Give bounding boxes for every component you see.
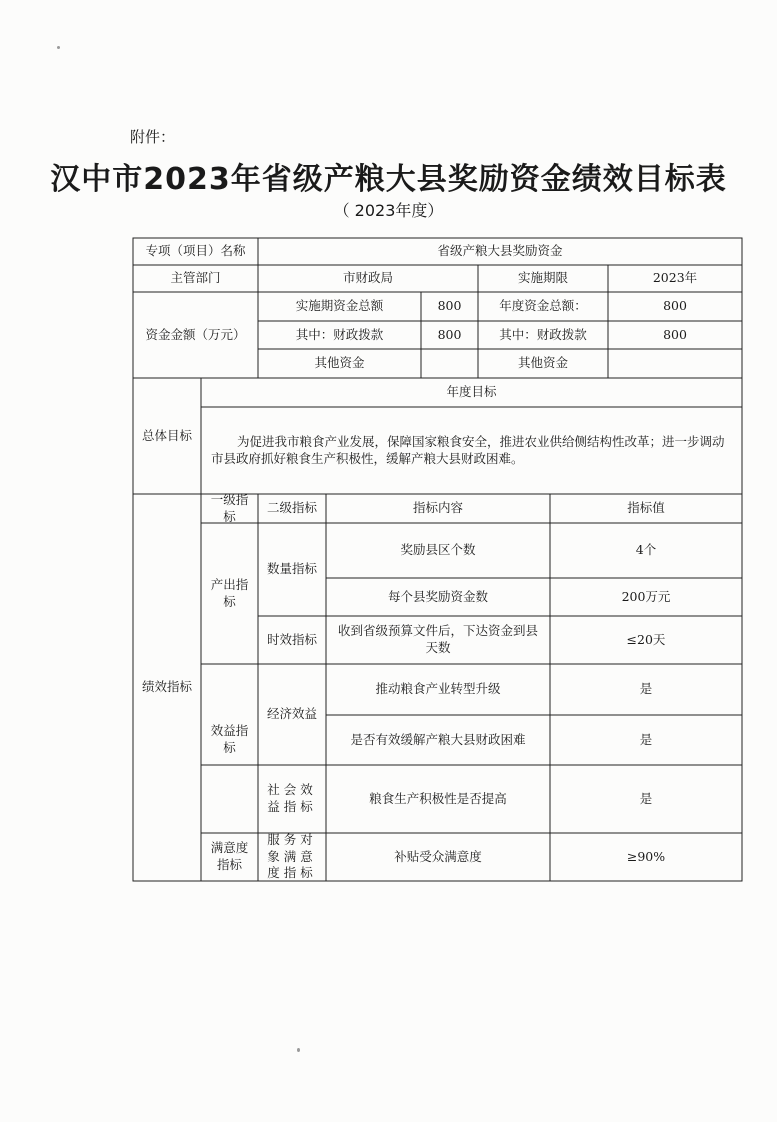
total-funds-value: 800: [437, 298, 462, 314]
period-value: 2023年: [652, 270, 698, 286]
table-row-s1-content: 粮食生产积极性是否提高: [369, 790, 507, 806]
table-row-e1-value: 是: [639, 681, 653, 697]
funds-amount-label: 资金金额（万元）: [145, 326, 246, 342]
total-funds-label: 实施期资金总额: [295, 298, 384, 314]
table-row-s1-value: 是: [639, 790, 653, 806]
timeliness-indicators-label: 时效指标: [266, 631, 317, 647]
fiscal-allocation-label: 其中：财政拨款: [295, 326, 384, 342]
project-name-label: 专项（项目）名称: [145, 243, 246, 259]
table-row-q2-content: 每个县奖励资金数: [387, 588, 488, 604]
other-funds-label: 其他资金: [314, 355, 365, 371]
table-row-t1-content: 收到省级预算文件后，下达资金到县天数: [337, 623, 538, 655]
table-row-t1-value: ≤20天: [626, 631, 666, 647]
output-indicators-label: 产出指标: [210, 576, 249, 609]
overall-goal-label: 总体目标: [141, 427, 192, 443]
document-subtitle: （ 2023年度）: [333, 201, 444, 220]
table-row-sat1-value: ≥90%: [626, 848, 666, 864]
annual-funds-label: 年度资金总额：: [499, 298, 587, 314]
economic-benefit-label: 经济效益: [266, 706, 317, 722]
table-row-e1-content: 推动粮食产业转型升级: [375, 681, 501, 697]
quantity-indicators-label: 数量指标: [266, 561, 317, 577]
annual-fiscal-allocation-label: 其中：财政拨款: [499, 326, 587, 342]
other-funds-value: [421, 349, 478, 378]
period-label: 实施期限: [517, 270, 568, 286]
department-value: 市财政局: [342, 270, 393, 286]
fiscal-allocation-value: 800: [437, 326, 462, 342]
annual-funds-value: 800: [663, 298, 687, 314]
table-row-q2-value: 200万元: [621, 588, 671, 604]
service-satisfaction-label: 服务对象满意度指标: [267, 831, 317, 881]
annual-fiscal-allocation-value: 800: [663, 326, 687, 342]
project-name-value: 省级产粮大县奖励资金: [437, 243, 563, 259]
col-header-content: 指标内容: [412, 500, 463, 516]
table-row-q1-value: 4个: [635, 542, 657, 558]
table-row-e2-content: 是否有效缓解产粮大县财政困难: [350, 731, 526, 747]
annual-target-label: 年度目标: [446, 384, 497, 400]
social-benefit-label: 社会效益指标: [267, 782, 317, 814]
annex-label: 附件：: [130, 128, 176, 146]
satisfaction-indicators-label: 满意度指标: [210, 840, 249, 872]
document-title: 汉中市2023年省级产粮大县奖励资金绩效目标表: [50, 162, 727, 197]
col-header-level2: 二级指标: [266, 500, 317, 516]
annual-other-funds-value: [608, 349, 742, 378]
annual-other-funds-label: 其他资金: [517, 355, 568, 371]
performance-indicators-label: 绩效指标: [141, 679, 192, 695]
table-row-sat1-content: 补贴受众满意度: [394, 848, 482, 864]
benefit-indicators-label: 效益指标: [210, 723, 249, 755]
table-row-e2-value: 是: [639, 731, 653, 747]
table-row-q1-content: 奖励县区个数: [400, 542, 476, 558]
overall-goal-text: 为促进我市粮食产业发展，保障国家粮食安全，推进农业供给侧结构性改革；进一步调动市县政府抓好粮食生产积极性，缓解产粮大县财政困难。: [211, 433, 725, 466]
col-header-value: 指标值: [627, 500, 665, 516]
department-label: 主管部门: [170, 270, 221, 286]
col-header-level1: 一级指标: [210, 491, 249, 524]
